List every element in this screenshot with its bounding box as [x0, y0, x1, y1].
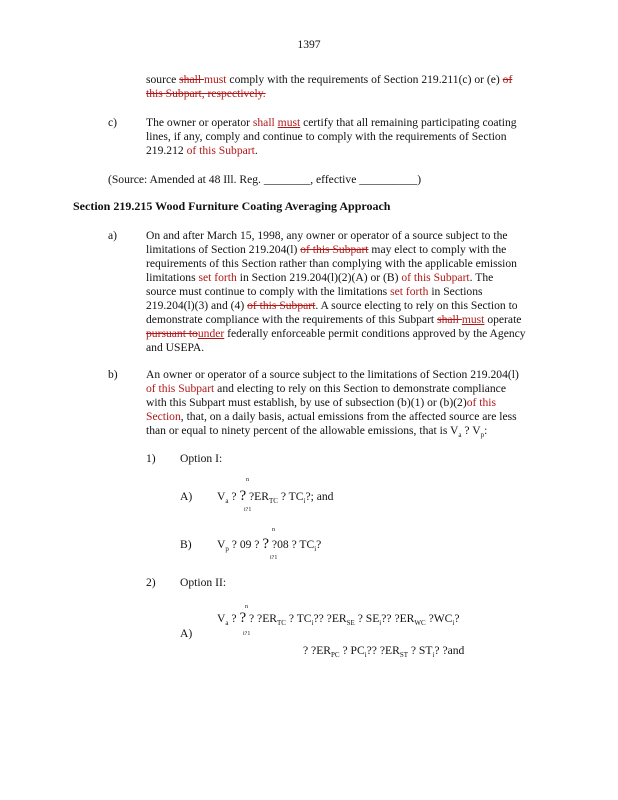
top-paragraph-line-1: source shall must comply with the requirements of Section 219.211(c) or (e) of: [146, 73, 513, 86]
option-2-a-label: A): [180, 627, 193, 640]
item-a-line-8: pursuant tounder federally enforceable permit conditions approved by the Agency: [146, 327, 526, 340]
item-a-line-6: 219.204(l)(3) and (4) of this Subpart. A source electing to rely on this Section to: [146, 299, 518, 312]
item-c-label: c): [108, 116, 118, 129]
item-a-label: a): [108, 229, 118, 242]
option-2-a-sum-bottom: i?1: [243, 631, 251, 637]
option-1-a-sum-bottom: i?1: [244, 507, 252, 513]
option-2-label: Option II:: [180, 576, 227, 589]
item-b-line-3: with this Subpart must establish, by use of subsection (b)(1) or (b)(2)of this: [146, 396, 497, 409]
section-heading: Section 219.215 Wood Furniture Coating Averaging Approach: [73, 199, 391, 213]
item-c-line-3: 219.212 of this Subpart.: [146, 144, 258, 157]
option-2-a-formula-row-1: $V_a$ ? ? ? $?ER_{TC}$ ? $TC_i$?? $?ER_{SE}$ ? $SE_i$?? $?ER_{WC}$ $?WC_i$?: [217, 610, 460, 627]
item-a-line-7: demonstrate compliance with the requirements of this Subpart shall must operate: [146, 313, 522, 326]
option-1-a-formula: $V_a$ ? ? $?ER_{TC}$ ? $TC_i$?; and: [217, 488, 334, 505]
option-1-b-formula: $V_p$ ? 09 ? ? ?08 ? $TC_i$?: [217, 536, 322, 553]
item-a-line-2: limitations of Section 219.204(l) of this Subpart may elect to comply with the: [146, 243, 507, 256]
item-b-label: b): [108, 368, 118, 381]
item-c-line-1: The owner or operator shall must certify that all remaining participating coating: [146, 116, 517, 129]
item-c-line-2: lines, if any, comply and continue to comply with the requirements of Section: [146, 130, 507, 143]
item-a-line-5: source must continue to comply with the limitations set forth in Sections: [146, 285, 483, 298]
item-b-line-1: An owner or operator of a source subject to the limitations of Section 219.204(l): [146, 368, 519, 381]
item-a-line-9: and USEPA.: [146, 341, 205, 354]
option-1-a-label: A): [180, 490, 193, 503]
option-1-label: Option I:: [180, 452, 223, 465]
top-paragraph-line-2: this Subpart, respectively.: [146, 87, 266, 100]
item-a-line-4: limitations set forth in Section 219.204(l)(2)(A) or (B) of this Subpart. The: [146, 271, 494, 284]
option-2-a-sum-top: n: [245, 604, 248, 610]
option-1-b-sum-bottom: i?1: [270, 555, 278, 561]
option-1-a-sum-top: n: [246, 477, 249, 483]
option-1-b-sum-top: n: [272, 527, 275, 533]
option-2-a-formula-row-2: ? $?ER_{PC}$ ? $PC_i$?? $?ER_{ST}$ ? $ST_i$? ?and: [303, 644, 465, 659]
option-1-b-label: B): [180, 538, 192, 551]
item-b-line-2: of this Subpart and electing to rely on this Section to demonstrate compliance: [146, 382, 506, 395]
item-b-line-4: Section, that, on a daily basis, actual emissions from the affected source are less: [146, 410, 517, 423]
item-a-line-3: requirements of this Section rather than complying with the applicable emission: [146, 257, 517, 270]
item-b-line-5: than or equal to ninety percent of the allowable emissions, that is $V_a$ ? $V_p$:: [146, 424, 488, 439]
source-note: (Source: Amended at 48 Ill. Reg. ________, effective __________): [108, 173, 422, 186]
page-number: 1397: [297, 38, 321, 51]
item-a-line-1: On and after March 15, 1998, any owner or operator of a source subject to the: [146, 229, 508, 242]
option-2-number: 2): [146, 576, 156, 589]
option-1-number: 1): [146, 452, 156, 465]
